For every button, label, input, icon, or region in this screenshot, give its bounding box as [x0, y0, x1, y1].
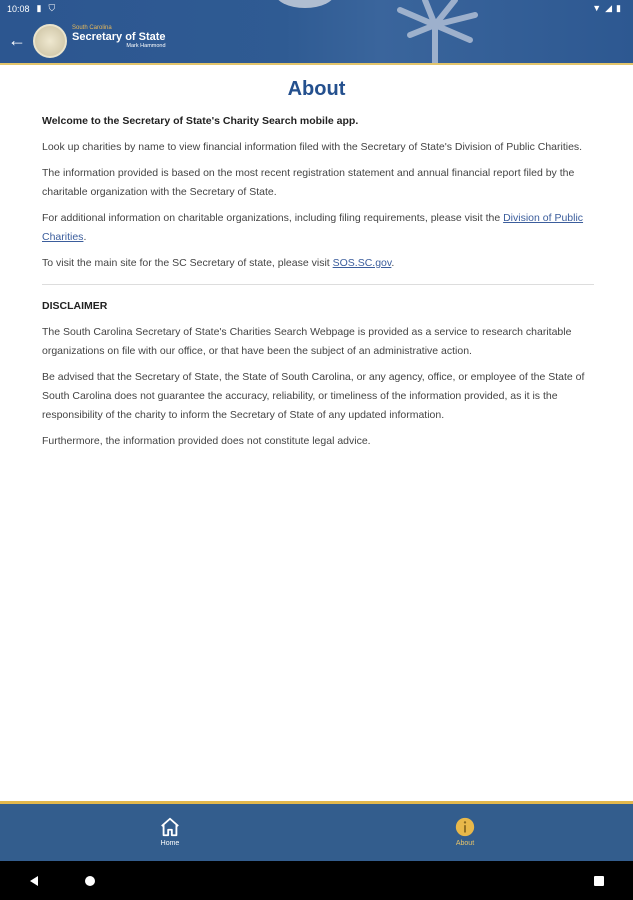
division-link[interactable]: Division of Public Charities [42, 212, 584, 243]
system-navigation-bar [0, 861, 633, 900]
back-arrow-icon[interactable]: ← [8, 30, 26, 50]
crescent-moon-graphic [275, 0, 335, 8]
tab-home[interactable] [130, 816, 210, 847]
system-home-icon[interactable] [84, 875, 96, 887]
about-paragraph [42, 209, 594, 247]
brand-logo [72, 25, 166, 49]
text: For additional information on charitable organizations, including filing requirements, please visit the [42, 212, 504, 224]
bottom-navigation [0, 801, 633, 861]
state-seal-logo [33, 24, 67, 58]
brand-title: Secretary of State [72, 31, 166, 43]
palmetto-graphic [380, 0, 490, 65]
disclaimer-paragraph: Be advised that the Secretary of State, the State of South Carolina, or any agency, office, or employee of the State of South Carolina does not guarantee the accuracy, reliability, or timeliness of the information provided, as it is the responsibility of the charity to inform the Secretary of State of any updated information. [42, 371, 585, 421]
app-header [0, 0, 633, 65]
about-paragraph: Look up charities by name to view financial information filed with the Secretary of State's Division of Public Charities. [42, 141, 583, 153]
brand-name: Mark Hammond [126, 43, 166, 49]
about-paragraph [42, 254, 594, 273]
disclaimer-heading: DISCLAIMER [42, 300, 108, 312]
status-bar-left [7, 3, 55, 14]
signal-icon: ◢ [605, 3, 613, 13]
divider [42, 284, 594, 285]
disclaimer-paragraph: The South Carolina Secretary of State's Charities Search Webpage is provided as a service to research charitable organizations on file with our office, or that have been the subject of an administrative action. [42, 326, 572, 357]
text: To visit the main site for the SC Secretary of state, please visit [42, 257, 333, 269]
tab-about[interactable] [425, 816, 505, 847]
welcome-text: Welcome to the Secretary of State's Charity Search mobile app. [42, 115, 359, 127]
system-recents-icon[interactable] [593, 875, 605, 887]
about-content [42, 112, 594, 458]
shield-icon: ⛉ [48, 3, 56, 13]
info-icon [454, 816, 476, 838]
sd-card-icon: ▮ [36, 3, 42, 13]
brand-state: South Carolina [72, 25, 112, 31]
home-icon [159, 816, 181, 838]
disclaimer-paragraph: Furthermore, the information provided does not constitute legal advice. [42, 435, 371, 447]
text: . [391, 257, 395, 269]
page-title: About [287, 78, 346, 100]
wifi-icon: ▼ [592, 3, 602, 13]
system-back-icon[interactable] [28, 875, 40, 887]
about-paragraph: The information provided is based on the most recent registration statement and annual financial report filed by the charitable organization with the Secretary of State. [42, 167, 575, 198]
battery-icon: ▮ [616, 3, 621, 13]
tab-home-label: Home [160, 840, 180, 847]
sos-link[interactable]: SOS.SC.gov [332, 257, 392, 269]
status-bar-right [592, 3, 621, 14]
text: . [83, 231, 87, 243]
status-time: 10:08 [7, 3, 30, 14]
tab-about-label: About [455, 840, 475, 847]
